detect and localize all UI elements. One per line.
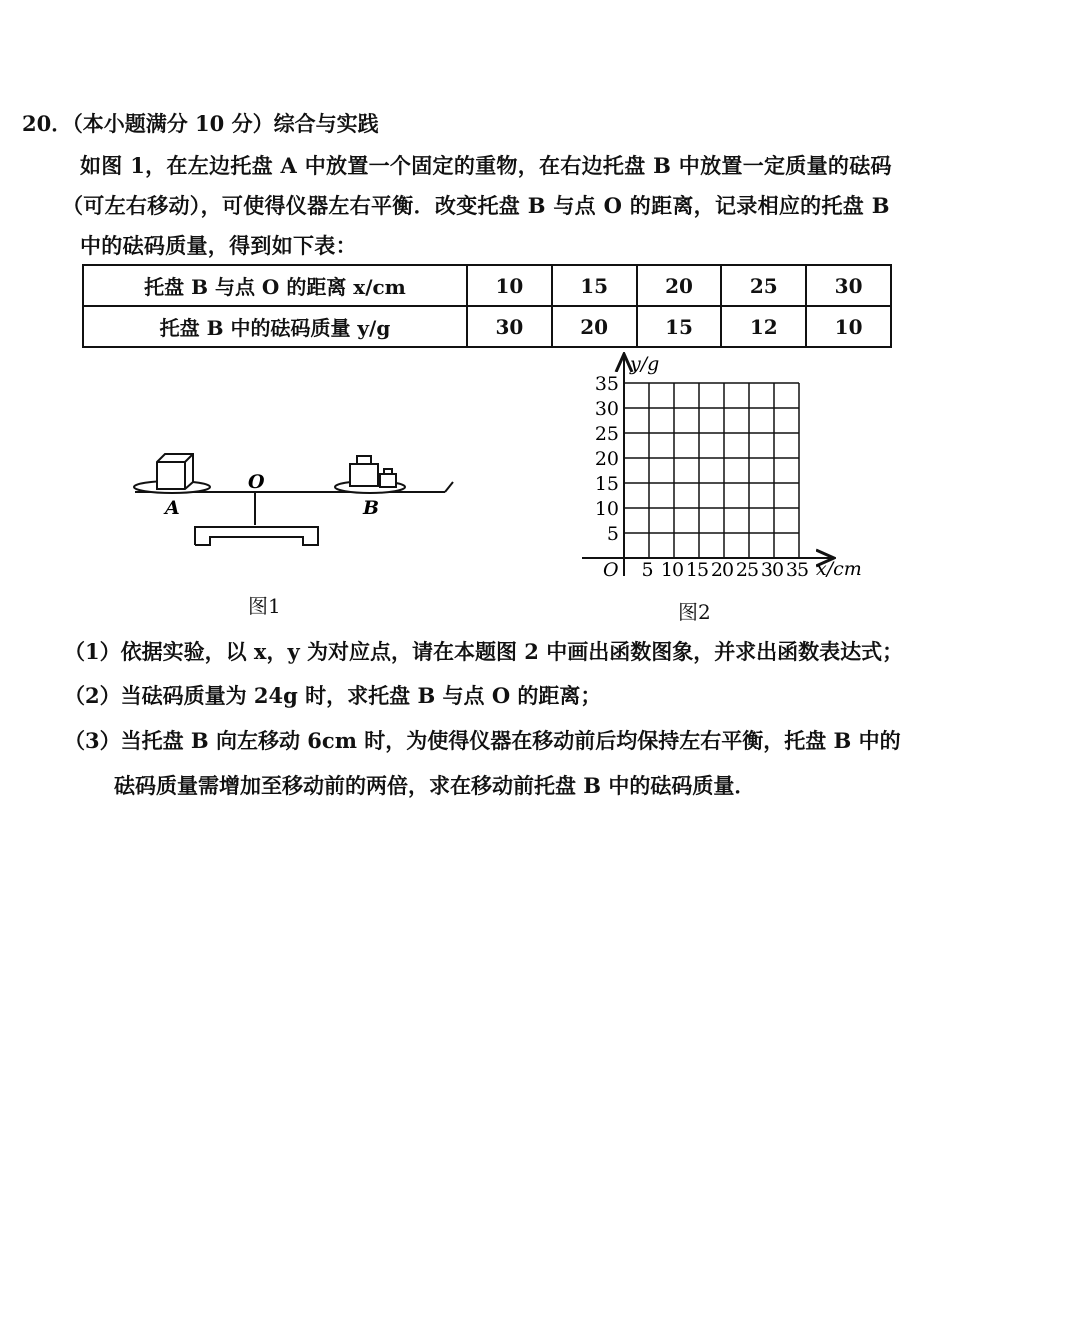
table-cell-x: 25	[721, 265, 806, 306]
question-heading: 20．（本小题满分 10 分）综合与实践	[22, 111, 379, 136]
y-tick-label: 5	[606, 523, 619, 545]
data-table	[82, 264, 892, 348]
x-tick-label: 15	[685, 559, 709, 581]
y-tick-label: 20	[594, 448, 619, 470]
figure1-balance-diagram	[120, 440, 470, 560]
table-cell-y: 20	[552, 306, 637, 347]
table-row2-label: 托盘 B 中的砝码质量 y/g	[83, 306, 467, 347]
table-row1-label: 托盘 B 与点 O 的距离 x/cm	[83, 265, 467, 306]
balance-base	[195, 527, 318, 545]
y-tick-label: 25	[594, 423, 619, 445]
beam-end	[445, 482, 453, 492]
x-axis-label: x/cm	[816, 558, 862, 580]
question-2: （2）当砝码质量为 24g 时，求托盘 B 与点 O 的距离；	[64, 683, 602, 708]
figure2-caption: 图2	[678, 600, 711, 624]
question-1: （1）依据实验，以 x，y 为对应点，请在本题图 2 中画出函数图象，并求出函数表达式；	[64, 639, 904, 664]
weight-large	[350, 464, 378, 486]
x-tick-label: 5	[641, 559, 653, 581]
paragraph-line-2: （可左右移动），可使得仪器左右平衡．改变托盘 B 与点 O 的距离，记录相应的托盘 B	[62, 193, 890, 218]
y-tick-label: 10	[594, 498, 619, 520]
y-tick-label: 30	[594, 398, 619, 420]
table-cell-y: 30	[467, 306, 552, 347]
table-cell-x: 30	[806, 265, 891, 306]
x-tick-labels	[641, 559, 808, 581]
question-3-line-1: （3）当托盘 B 向左移动 6cm 时，为使得仪器在移动前后均保持左右平衡，托盘 B 中的	[64, 728, 901, 753]
y-tick-labels	[595, 373, 619, 545]
y-tick-label: 15	[594, 473, 619, 495]
x-tick-label: 30	[760, 559, 784, 581]
table-cell-x: 15	[552, 265, 637, 306]
origin-label: O	[603, 559, 619, 581]
table-cell-x: 10	[467, 265, 552, 306]
label-b: B	[363, 497, 380, 519]
table-cell-y: 15	[637, 306, 722, 347]
table-cell-y: 12	[721, 306, 806, 347]
table-row	[83, 306, 891, 347]
x-tick-label: 10	[660, 559, 684, 581]
weight-small	[380, 474, 396, 487]
paragraph-line-1: 如图 1，在左边托盘 A 中放置一个固定的重物，在右边托盘 B 中放置一定质量的砝码	[80, 153, 892, 178]
question-3-line-2: 砝码质量需增加至移动前的两倍，求在移动前托盘 B 中的砝码质量．	[114, 773, 756, 798]
table-cell-x: 20	[637, 265, 722, 306]
x-tick-label: 20	[710, 559, 734, 581]
paragraph-line-3: 中的砝码质量，得到如下表：	[80, 233, 357, 258]
figure2-coordinate-grid	[570, 348, 880, 588]
label-o: O	[248, 471, 265, 493]
x-tick-label: 35	[785, 559, 809, 581]
figure1-caption: 图1	[248, 594, 281, 618]
table-row	[83, 265, 891, 306]
x-tick-label: 25	[735, 559, 759, 581]
table-cell-y: 10	[806, 306, 891, 347]
y-tick-label: 35	[594, 373, 619, 395]
grid-lines	[624, 383, 799, 558]
label-a: A	[165, 497, 180, 519]
y-axis-label: y/g	[630, 353, 660, 375]
